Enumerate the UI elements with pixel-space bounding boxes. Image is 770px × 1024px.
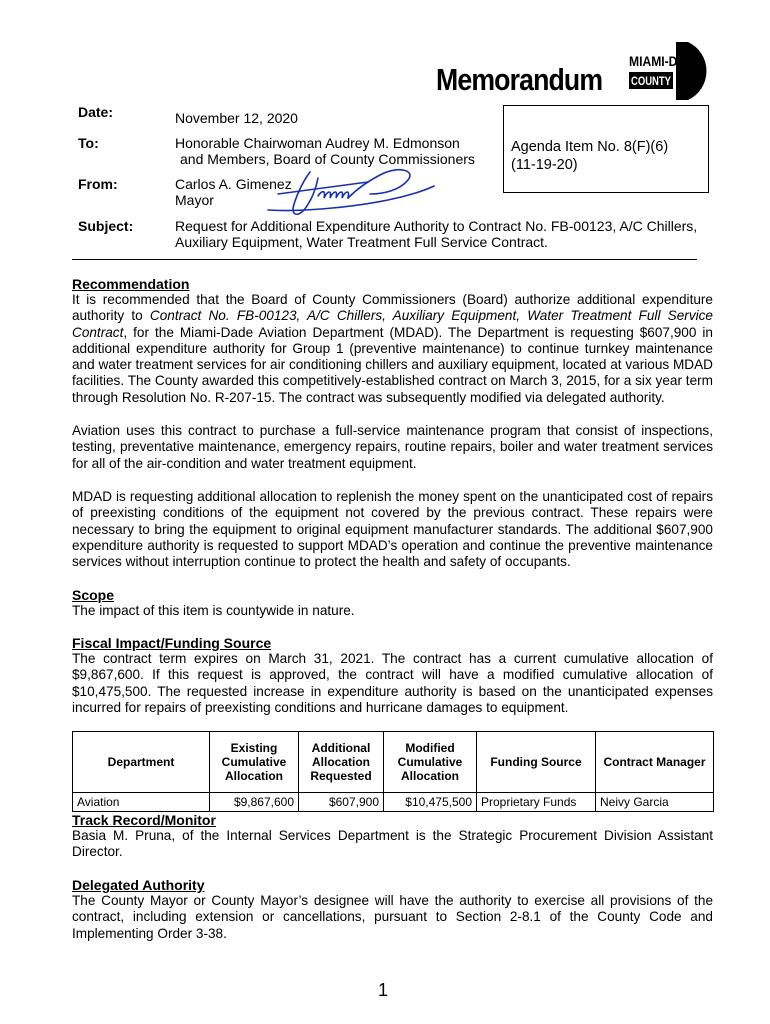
scope-heading: Scope (72, 587, 115, 603)
table-row (73, 793, 714, 812)
recommendation-text-a: It is recommended that the Board of County Commissioners (Board) authorize additional expenditure authority to (72, 292, 713, 324)
to-line-2: and Members, Board of County Commissioners (180, 151, 475, 167)
from-label: From: (78, 176, 118, 192)
page-number: 1 (378, 980, 389, 1000)
track-record-text: Basia M. Pruna, of the Internal Services Department is the Strategic Procurement Division Assistant Director. (72, 828, 713, 860)
allocation-table (72, 731, 714, 812)
subject-label: Subject: (78, 218, 134, 234)
date-label: Date: (78, 104, 114, 120)
agenda-item-number: Agenda Item No. 8(F)(6) (511, 139, 669, 155)
date-value: November 12, 2020 (175, 110, 298, 126)
subject-line-2: Auxiliary Equipment, Water Treatment Full Service Contract. (175, 234, 548, 250)
agenda-date: (11-19-20) (511, 157, 578, 173)
memo-title: Memorandum (436, 62, 603, 97)
col-header-contract-manager: Contract Manager (596, 732, 714, 793)
col-header-existing: Existing Cumulative Allocation (210, 732, 299, 793)
recommendation-paragraph-1 (72, 292, 713, 406)
mayor-signature (258, 160, 438, 222)
cell-existing: $9,867,600 (210, 793, 299, 812)
agenda-item-box (503, 105, 709, 193)
cell-department: Aviation (73, 793, 210, 812)
scope-text: The impact of this item is countywide in nature. (72, 603, 355, 618)
to-line-1: Honorable Chairwoman Audrey M. Edmonson (175, 135, 460, 151)
header-divider (72, 259, 697, 260)
cell-additional: $607,900 (299, 793, 384, 812)
svg-text:COUNTY: COUNTY (631, 74, 671, 88)
cell-modified: $10,475,500 (384, 793, 477, 812)
cell-contract-manager: Neivy Garcia (596, 793, 714, 812)
recommendation-heading: Recommendation (72, 276, 190, 292)
fiscal-text: The contract term expires on March 31, 2021. The contract has a current cumulative allocation of $9,867,600. If this request is approved, the contract will have a modified cumulative allocation of $10,475,500. The requested increase in expenditure authority is based on the unanticipated expenses incurred for repairs of preexisting conditions and hurricane damages to equipment. (72, 651, 713, 715)
svg-text:MIAMI-DADE: MIAMI-DADE (629, 54, 703, 69)
from-line-2: Mayor (175, 192, 214, 208)
recommendation-paragraph-2: Aviation uses this contract to purchase a full-service maintenance program that consist of inspections, testing, preventative maintenance, emergency repairs, routine repairs, boiler and water treatment services for all of the air-condition and water treatment equipment. (72, 423, 713, 471)
col-header-department: Department (73, 732, 210, 793)
subject-line-1: Request for Additional Expenditure Authority to Contract No. FB-00123, A/C Chillers, (175, 218, 698, 234)
col-header-additional: Additional Allocation Requested (299, 732, 384, 793)
table-header-row (73, 732, 714, 793)
from-line-1: Carlos A. Gimenez (175, 176, 292, 192)
recommendation-paragraph-3: MDAD is requesting additional allocation to replenish the money spent on the unanticipated cost of repairs of preexisting conditions of the equipment not covered by the previous contract. These repairs were necessary to bring the equipment to original equipment manufacturer standards. The additional $607,900 expenditure authority is requested to support MDAD’s operation and continue the preventive maintenance services without interruption continue to protect the health and safety of occupants. (72, 489, 713, 570)
to-label: To: (78, 135, 99, 151)
cell-funding-source: Proprietary Funds (477, 793, 596, 812)
miami-dade-county-logo (628, 42, 720, 100)
col-header-modified: Modified Cumulative Allocation (384, 732, 477, 793)
delegated-authority-heading: Delegated Authority (72, 877, 205, 893)
delegated-authority-text: The County Mayor or County Mayor’s designee will have the authority to exercise all provisions of the contract, including extension or cancellations, pursuant to Section 2-8.1 of the County Code and Implementing Order 3-38. (72, 893, 713, 941)
track-record-heading: Track Record/Monitor (72, 812, 216, 828)
col-header-funding-source: Funding Source (477, 732, 596, 793)
fiscal-heading: Fiscal Impact/Funding Source (72, 635, 272, 651)
recommendation-text-b: , for the Miami-Dade Aviation Department (MDAD). The Department is requesting $607,900 in additional expenditure authority for Group 1 (preventive maintenance) to continue turnkey maintenance and water treatment services for air conditioning chillers and auxiliary equipment, located at various MDAD facilities. The County awarded this competitively-established contract on March 3, 2015, for a six year term through Resolution No. R-207-15. The contract was subsequently modified via delegated authority. (72, 324, 713, 405)
contract-name: Contract No. FB-00123, A/C Chillers, Auxiliary Equipment, Water Treatment Full Service Contract (72, 308, 713, 340)
